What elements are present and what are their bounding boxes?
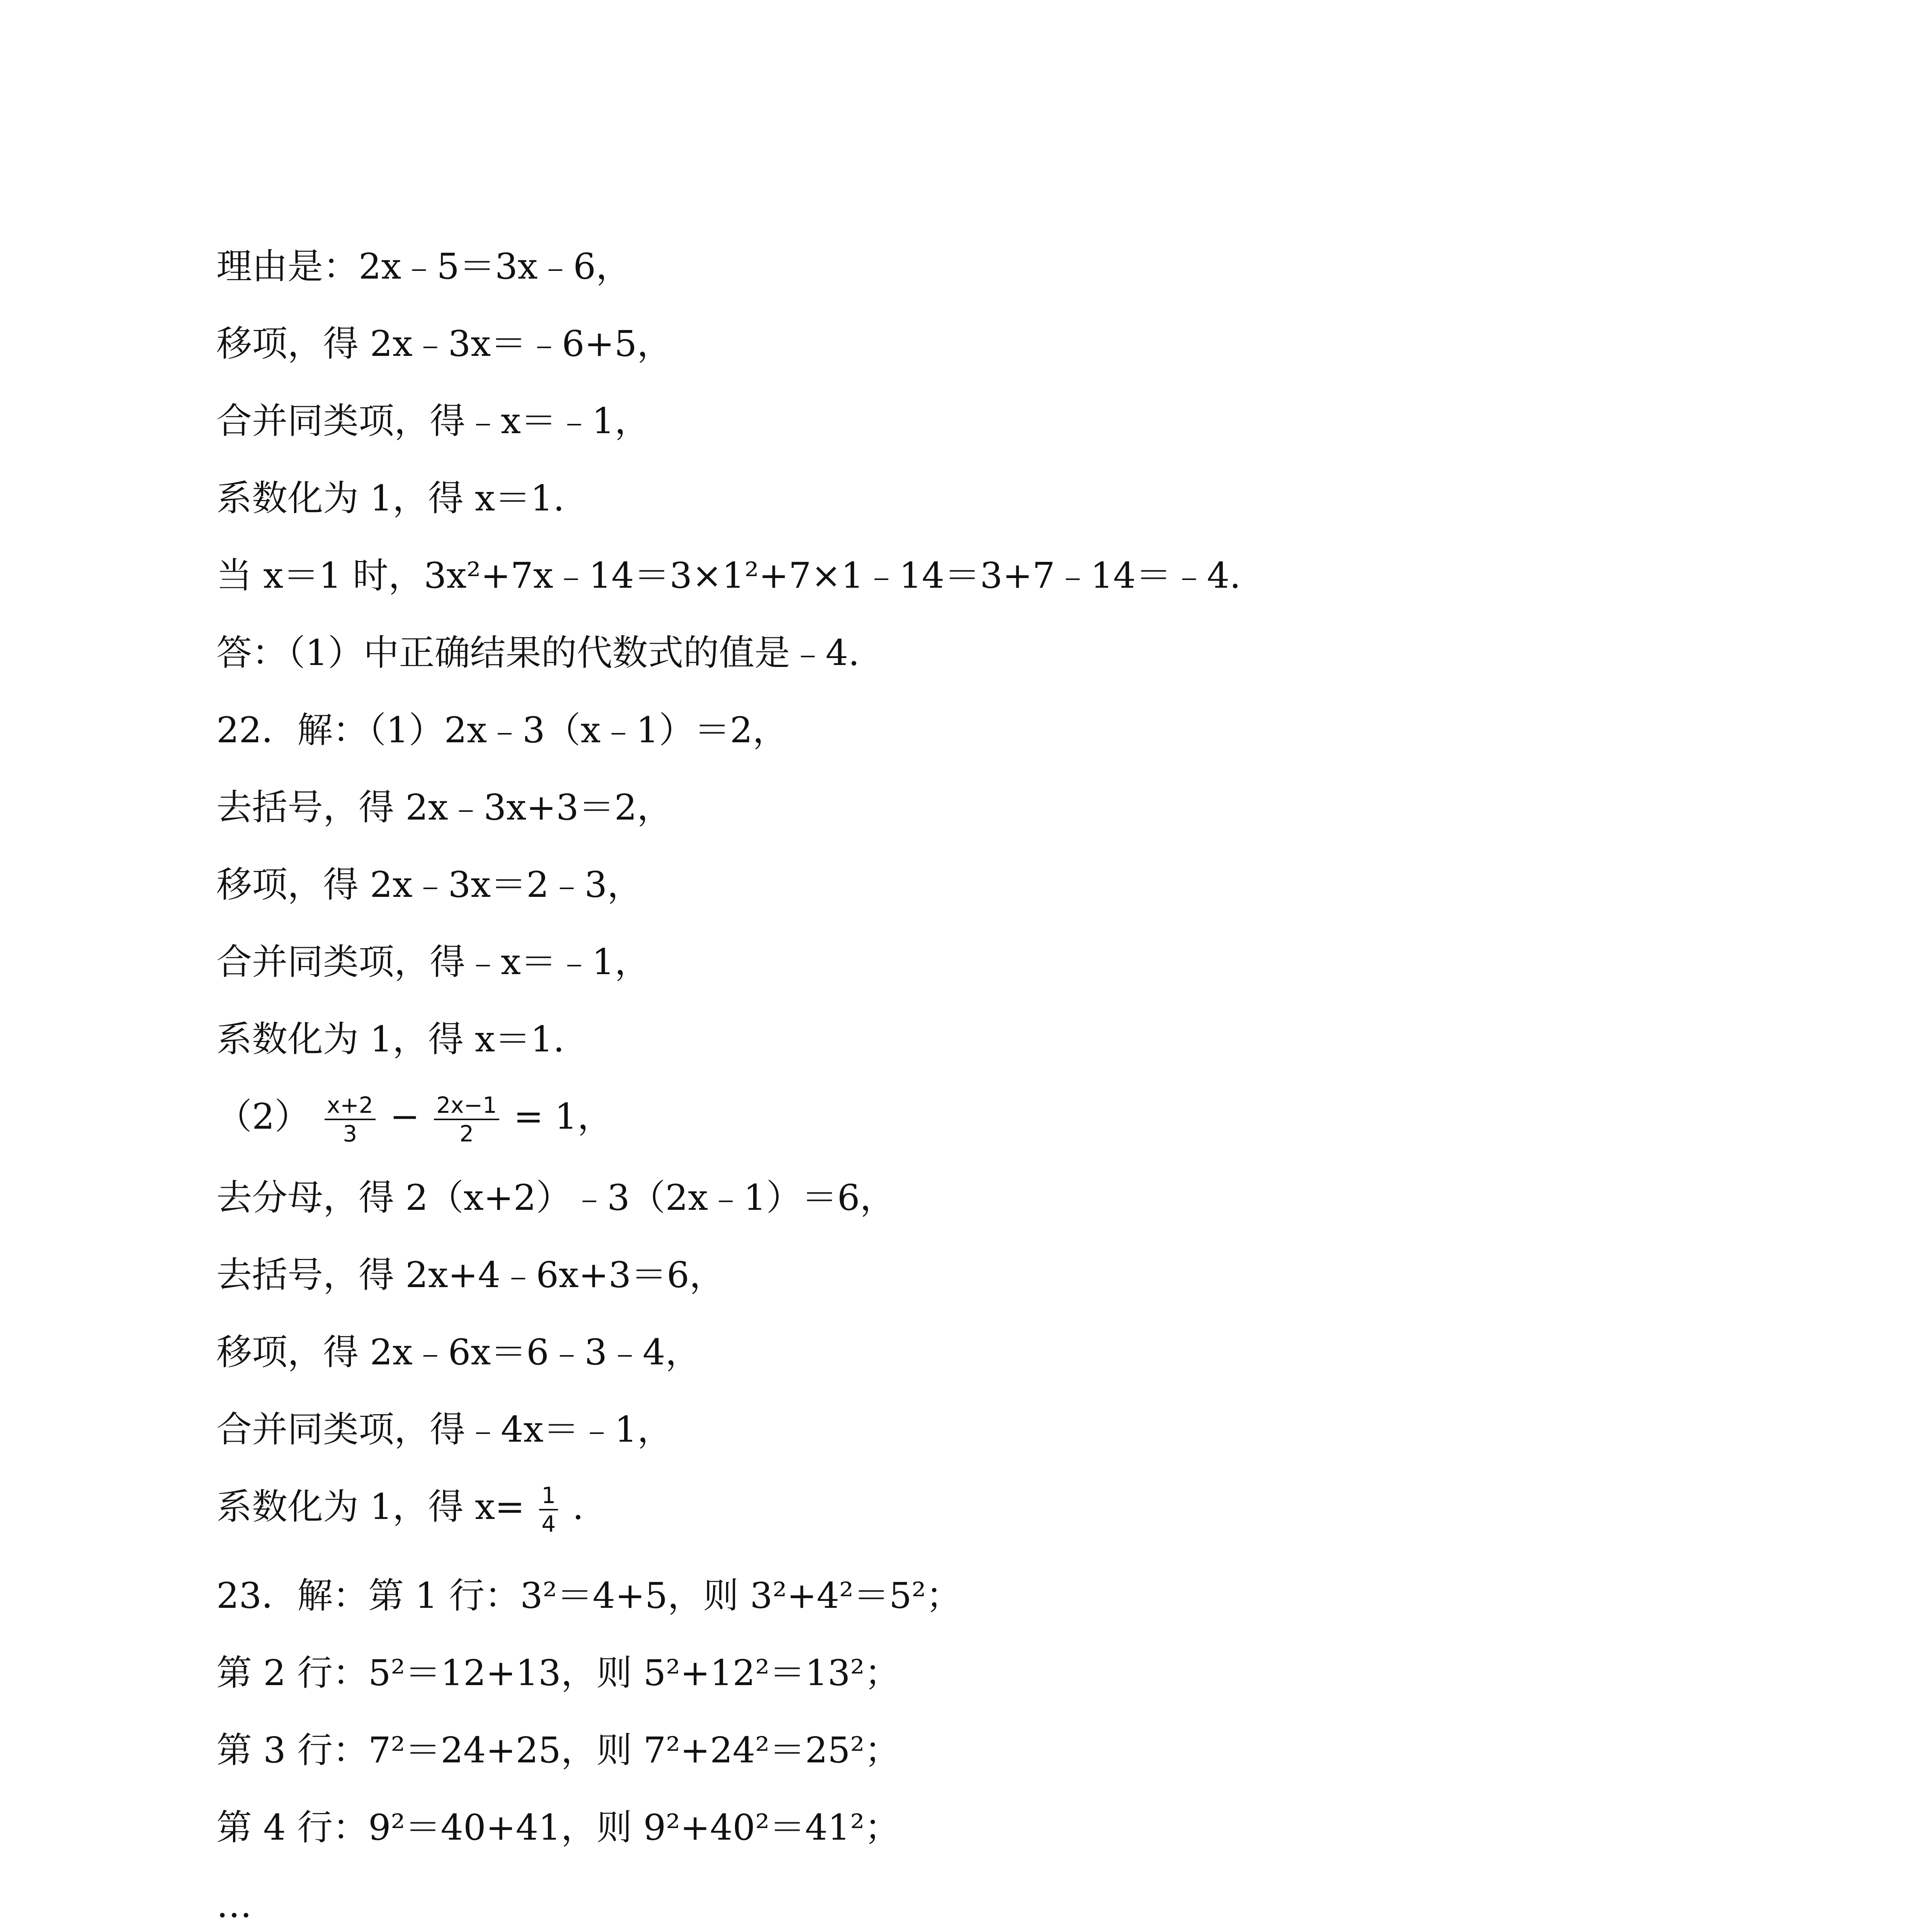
text-line: 去分母，得 2（x+2）﹣3（2x﹣1）＝6， [216, 1177, 896, 1218]
text-line: 22．解：（1）2x﹣3（x﹣1）＝2， [216, 709, 788, 751]
fraction: $\frac{x+2}{3}$ [325, 1092, 376, 1147]
text-line: 移项，得 2x﹣3x＝﹣6+5， [216, 323, 673, 364]
fraction: $\frac{2x-1}{2}$ [434, 1092, 499, 1147]
fraction-equation-line: 系数化为 1，得 x= $\frac{1}{4}$ . [216, 1482, 584, 1537]
text-line: 去括号，得 2x﹣3x+3＝2， [216, 787, 673, 828]
text-line: 第 3 行：7²＝24+25，则 7²+24²＝25²； [216, 1730, 900, 1771]
text-line: … [216, 1884, 252, 1925]
text-line: 当 x＝1 时，3x²+7x﹣14＝3×1²+7×1﹣14＝3+7﹣14＝﹣4. [216, 555, 1241, 596]
fraction: $\frac{1}{4}$ [539, 1482, 558, 1537]
text-line: 合并同类项，得﹣x＝﹣1， [216, 941, 650, 983]
text-line: 合并同类项，得﹣4x＝﹣1， [216, 1409, 673, 1450]
text-line: 第 4 行：9²＝40+41，则 9²+40²＝41²； [216, 1807, 900, 1848]
text-line: 系数化为 1，得 x＝1. [216, 478, 565, 519]
text-line: 第 2 行：5²＝12+13，则 5²+12²＝13²； [216, 1652, 900, 1694]
text-line: 23．解：第 1 行：3²＝4+5，则 3²+4²＝5²； [216, 1575, 962, 1616]
text-line: 移项，得 2x﹣6x＝6﹣3﹣4， [216, 1332, 701, 1373]
text-line: 移项，得 2x﹣3x＝2﹣3， [216, 864, 643, 905]
text-line: 合并同类项，得﹣x＝﹣1， [216, 400, 650, 442]
text-line: 答：（1）中正确结果的代数式的值是﹣4. [216, 632, 860, 673]
fraction-equation-line: （2） $\frac{x+2}{3}$ − $\frac{2x-1}{2}$ = 1， [216, 1092, 613, 1147]
text-line: 系数化为 1，得 x＝1. [216, 1019, 565, 1060]
text-line: 理由是：2x﹣5＝3x﹣6， [216, 246, 631, 287]
text-line: 去括号，得 2x+4﹣6x+3＝6， [216, 1254, 725, 1296]
